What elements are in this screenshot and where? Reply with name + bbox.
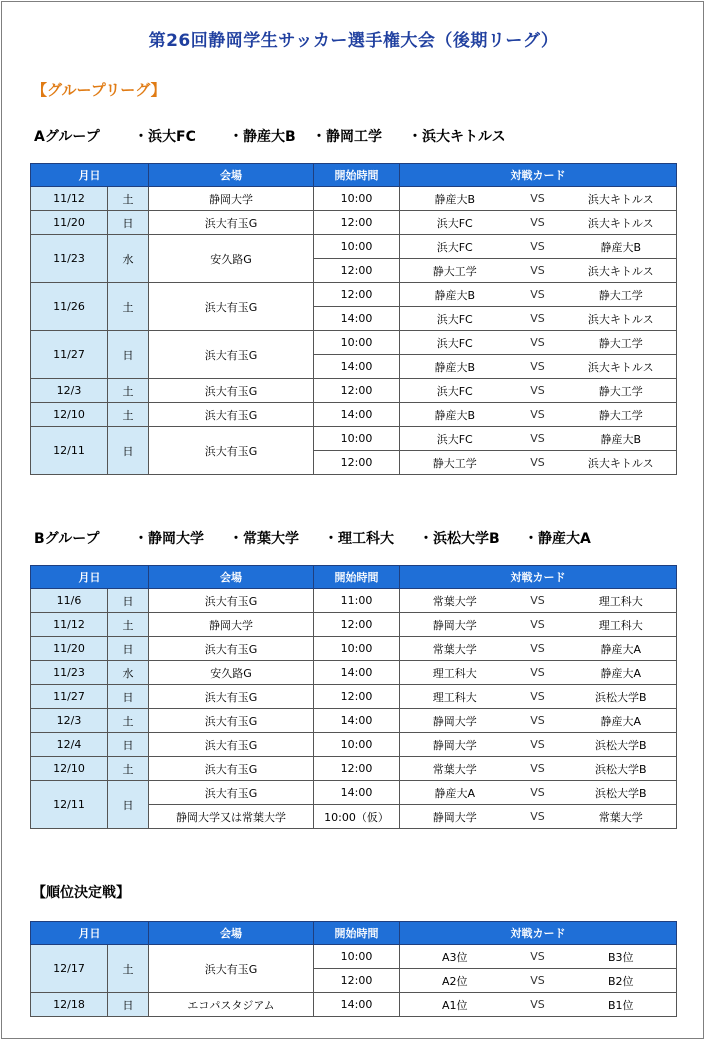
header-venue: 会場: [149, 164, 314, 187]
match-team-away: 浜大キトルス: [566, 451, 677, 475]
match-team-home: 浜大FC: [400, 211, 510, 235]
match-vs-label: VS: [510, 451, 566, 475]
match-date: 12/11: [31, 427, 108, 475]
match-vs-label: VS: [510, 993, 566, 1017]
match-weekday: 土: [108, 283, 149, 331]
match-date: 12/3: [31, 709, 108, 733]
match-team-away: 静産大A: [566, 709, 677, 733]
page-title: 第26回静岡学生サッカー選手権大会（後期リーグ）: [148, 31, 559, 51]
match-date: 12/3: [31, 379, 108, 403]
table-row: [31, 685, 677, 709]
header-date: 月日: [31, 566, 149, 589]
match-team-home: 浜大FC: [400, 331, 510, 355]
match-start-time: 10:00: [314, 187, 400, 211]
match-weekday: 日: [108, 427, 149, 475]
match-start-time: 12:00: [314, 451, 400, 475]
match-vs-label: VS: [510, 379, 566, 403]
match-date: 11/27: [31, 685, 108, 709]
match-team-away: 静産大A: [566, 661, 677, 685]
match-vs-label: VS: [510, 805, 566, 829]
match-vs-label: VS: [510, 613, 566, 637]
group-b-team: ・常葉大学: [229, 531, 299, 547]
match-team-away: 理工科大: [566, 613, 677, 637]
match-weekday: 日: [108, 685, 149, 709]
table-row: [31, 283, 677, 307]
match-team-away: 静大工学: [566, 403, 677, 427]
match-date: 11/23: [31, 235, 108, 283]
match-team-away: 浜松大学B: [566, 781, 677, 805]
match-start-time: 12:00: [314, 969, 400, 993]
match-team-home: 浜大FC: [400, 379, 510, 403]
match-venue: 静岡大学: [149, 613, 314, 637]
match-team-home: 静岡大学: [400, 805, 510, 829]
match-team-away: 静大工学: [566, 379, 677, 403]
match-start-time: 14:00: [314, 781, 400, 805]
match-start-time: 12:00: [314, 613, 400, 637]
group-a-team: ・浜大FC: [134, 129, 196, 145]
match-date: 12/10: [31, 757, 108, 781]
match-team-home: 静産大B: [400, 187, 510, 211]
match-vs-label: VS: [510, 685, 566, 709]
match-team-away: 浜大キトルス: [566, 187, 677, 211]
match-team-away: 浜松大学B: [566, 733, 677, 757]
match-team-away: B3位: [566, 945, 677, 969]
group-b-header: [34, 528, 591, 548]
match-weekday: 日: [108, 589, 149, 613]
match-team-home: A2位: [400, 969, 510, 993]
match-start-time: 12:00: [314, 283, 400, 307]
match-team-home: 静岡大学: [400, 613, 510, 637]
match-team-away: 静大工学: [566, 283, 677, 307]
match-team-away: 常葉大学: [566, 805, 677, 829]
match-start-time: 12:00: [314, 259, 400, 283]
match-vs-label: VS: [510, 637, 566, 661]
match-weekday: 水: [108, 661, 149, 685]
match-weekday: 日: [108, 733, 149, 757]
group-a-header: [34, 126, 506, 146]
header-date: 月日: [31, 922, 149, 945]
match-venue: 安久路G: [149, 235, 314, 283]
group-a-team: ・静産大B: [229, 129, 296, 145]
match-date: 11/23: [31, 661, 108, 685]
match-team-home: 静大工学: [400, 259, 510, 283]
match-venue: 浜大有玉G: [149, 331, 314, 379]
match-venue: 浜大有玉G: [149, 427, 314, 475]
match-team-home: 静産大A: [400, 781, 510, 805]
match-weekday: 水: [108, 235, 149, 283]
match-date: 11/20: [31, 211, 108, 235]
table-row: [31, 589, 677, 613]
match-weekday: 日: [108, 331, 149, 379]
table-row: [31, 733, 677, 757]
match-start-time: 14:00: [314, 709, 400, 733]
match-date: 11/6: [31, 589, 108, 613]
match-team-home: 静岡大学: [400, 733, 510, 757]
header-date: 月日: [31, 164, 149, 187]
match-date: 11/12: [31, 613, 108, 637]
match-venue: 浜大有玉G: [149, 211, 314, 235]
match-venue: 浜大有玉G: [149, 945, 314, 993]
match-venue: 浜大有玉G: [149, 709, 314, 733]
match-team-home: 静産大B: [400, 403, 510, 427]
match-start-time: 10:00: [314, 637, 400, 661]
match-start-time: 11:00: [314, 589, 400, 613]
match-date: 12/18: [31, 993, 108, 1017]
match-team-away: 浜大キトルス: [566, 211, 677, 235]
match-venue: エコパスタジアム: [149, 993, 314, 1017]
match-venue: 浜大有玉G: [149, 637, 314, 661]
match-start-time: 10:00: [314, 427, 400, 451]
match-weekday: 日: [108, 637, 149, 661]
table-row: [31, 637, 677, 661]
ranking-schedule-table: [30, 921, 677, 1017]
group-b-schedule-table: [30, 565, 677, 829]
match-team-away: B2位: [566, 969, 677, 993]
table-row: [31, 613, 677, 637]
group-b-team: ・理工科大: [324, 531, 394, 547]
match-weekday: 土: [108, 187, 149, 211]
group-a-schedule-table: [30, 163, 677, 475]
match-team-home: 静産大B: [400, 283, 510, 307]
match-team-away: 浜大キトルス: [566, 355, 677, 379]
match-date: 12/4: [31, 733, 108, 757]
match-vs-label: VS: [510, 355, 566, 379]
match-venue: 浜大有玉G: [149, 283, 314, 331]
match-vs-label: VS: [510, 709, 566, 733]
match-vs-label: VS: [510, 733, 566, 757]
match-start-time: 14:00: [314, 993, 400, 1017]
match-venue: 安久路G: [149, 661, 314, 685]
match-team-away: 静産大A: [566, 637, 677, 661]
match-vs-label: VS: [510, 757, 566, 781]
match-venue: 浜大有玉G: [149, 379, 314, 403]
group-b-name: Bグループ: [34, 531, 100, 547]
match-weekday: 土: [108, 709, 149, 733]
header-venue: 会場: [149, 922, 314, 945]
header-start-time: 開始時間: [314, 164, 400, 187]
match-venue: 浜大有玉G: [149, 733, 314, 757]
group-a-team: ・静岡工学: [312, 129, 382, 145]
match-team-home: 常葉大学: [400, 757, 510, 781]
match-team-home: 浜大FC: [400, 307, 510, 331]
match-team-away: 理工科大: [566, 589, 677, 613]
match-start-time: 10:00: [314, 733, 400, 757]
table-row: [31, 945, 677, 969]
match-vs-label: VS: [510, 403, 566, 427]
ranking-header: 【順位決定戦】: [32, 885, 130, 901]
table-row: [31, 187, 677, 211]
match-venue: 浜大有玉G: [149, 589, 314, 613]
header-start-time: 開始時間: [314, 922, 400, 945]
table-row: [31, 993, 677, 1017]
match-date: 12/11: [31, 781, 108, 829]
header-match-card: 対戦カード: [400, 566, 677, 589]
match-team-home: A1位: [400, 993, 510, 1017]
match-start-time: 10:00（仮）: [314, 805, 400, 829]
match-vs-label: VS: [510, 331, 566, 355]
match-date: 11/20: [31, 637, 108, 661]
match-vs-label: VS: [510, 661, 566, 685]
header-match-card: 対戦カード: [400, 922, 677, 945]
match-venue: 浜大有玉G: [149, 403, 314, 427]
match-start-time: 14:00: [314, 307, 400, 331]
match-vs-label: VS: [510, 283, 566, 307]
group-b-team: ・静岡大学: [134, 531, 204, 547]
match-weekday: 日: [108, 211, 149, 235]
table-row: [31, 331, 677, 355]
header-match-card: 対戦カード: [400, 164, 677, 187]
table-row: [31, 661, 677, 685]
match-team-home: 理工科大: [400, 685, 510, 709]
match-vs-label: VS: [510, 187, 566, 211]
match-weekday: 日: [108, 781, 149, 829]
match-date: 11/27: [31, 331, 108, 379]
match-team-home: 浜大FC: [400, 235, 510, 259]
group-a-team: ・浜大キトルス: [408, 129, 506, 145]
match-start-time: 10:00: [314, 331, 400, 355]
match-start-time: 14:00: [314, 403, 400, 427]
match-vs-label: VS: [510, 235, 566, 259]
group-league-label: 【グループリーグ】: [32, 81, 166, 99]
match-venue: 静岡大学: [149, 187, 314, 211]
match-weekday: 土: [108, 403, 149, 427]
match-start-time: 10:00: [314, 235, 400, 259]
match-start-time: 12:00: [314, 211, 400, 235]
match-start-time: 10:00: [314, 945, 400, 969]
group-a-name: Aグループ: [34, 129, 100, 145]
table-row: [31, 427, 677, 451]
match-team-home: A3位: [400, 945, 510, 969]
match-venue: 浜大有玉G: [149, 685, 314, 709]
group-b-team: ・静産大A: [524, 531, 591, 547]
table-row: [31, 211, 677, 235]
match-weekday: 日: [108, 993, 149, 1017]
match-team-home: 浜大FC: [400, 427, 510, 451]
match-team-away: 浜大キトルス: [566, 307, 677, 331]
match-team-home: 理工科大: [400, 661, 510, 685]
match-vs-label: VS: [510, 945, 566, 969]
match-start-time: 12:00: [314, 379, 400, 403]
match-start-time: 14:00: [314, 355, 400, 379]
match-team-away: 静産大B: [566, 235, 677, 259]
match-team-away: B1位: [566, 993, 677, 1017]
table-row: [31, 235, 677, 259]
match-vs-label: VS: [510, 259, 566, 283]
match-start-time: 14:00: [314, 661, 400, 685]
match-vs-label: VS: [510, 589, 566, 613]
match-date: 11/26: [31, 283, 108, 331]
match-vs-label: VS: [510, 307, 566, 331]
table-row: [31, 757, 677, 781]
match-start-time: 12:00: [314, 685, 400, 709]
match-team-away: 浜松大学B: [566, 685, 677, 709]
table-row: [31, 379, 677, 403]
header-start-time: 開始時間: [314, 566, 400, 589]
match-start-time: 12:00: [314, 757, 400, 781]
match-team-away: 浜大キトルス: [566, 259, 677, 283]
match-weekday: 土: [108, 757, 149, 781]
match-team-away: 静大工学: [566, 331, 677, 355]
group-b-team: ・浜松大学B: [419, 531, 500, 547]
match-team-home: 静産大B: [400, 355, 510, 379]
match-team-home: 常葉大学: [400, 589, 510, 613]
match-vs-label: VS: [510, 969, 566, 993]
match-venue: 浜大有玉G: [149, 781, 314, 805]
match-date: 11/12: [31, 187, 108, 211]
header-venue: 会場: [149, 566, 314, 589]
table-row: [31, 403, 677, 427]
match-weekday: 土: [108, 613, 149, 637]
match-vs-label: VS: [510, 781, 566, 805]
match-date: 12/10: [31, 403, 108, 427]
match-team-home: 静大工学: [400, 451, 510, 475]
table-row: [31, 781, 677, 805]
match-venue: 静岡大学又は常葉大学: [149, 805, 314, 829]
match-vs-label: VS: [510, 427, 566, 451]
match-team-away: 静産大B: [566, 427, 677, 451]
table-row: [31, 709, 677, 733]
match-weekday: 土: [108, 945, 149, 993]
match-team-away: 浜松大学B: [566, 757, 677, 781]
match-vs-label: VS: [510, 211, 566, 235]
match-team-home: 常葉大学: [400, 637, 510, 661]
match-weekday: 土: [108, 379, 149, 403]
match-team-home: 静岡大学: [400, 709, 510, 733]
match-venue: 浜大有玉G: [149, 757, 314, 781]
match-date: 12/17: [31, 945, 108, 993]
